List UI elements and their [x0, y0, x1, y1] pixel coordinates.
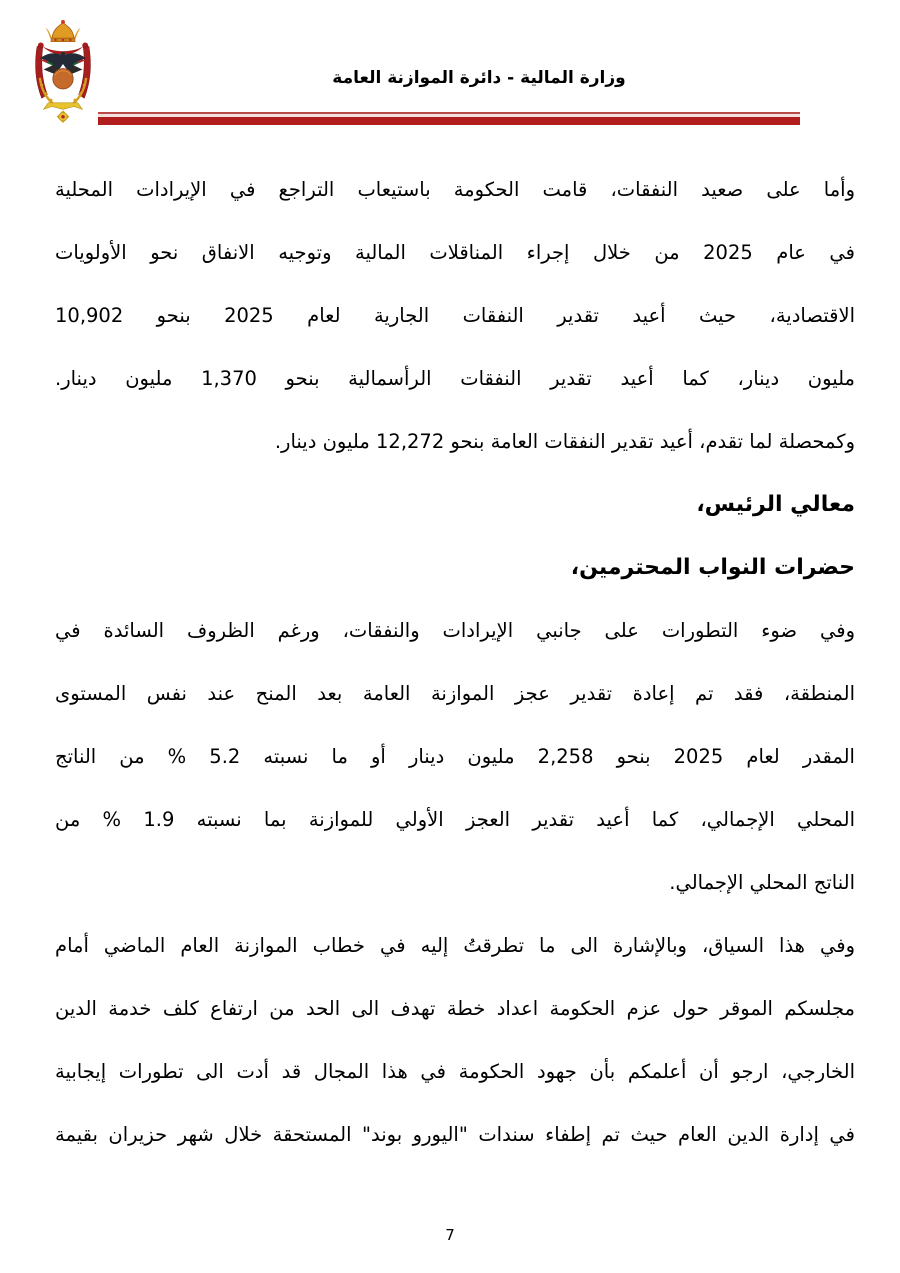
- document-line: وفي ضوء التطورات على جانبي الإيرادات والنفقات، ورغم الظروف السائدة في: [55, 619, 855, 642]
- document-line: في عام 2025 من خلال إجراء المناقلات المالية وتوجيه الانفاق نحو الأولويات: [55, 241, 855, 264]
- document-line: وأما على صعيد النفقات، قامت الحكومة باستيعاب التراجع في الإيرادات المحلية: [55, 178, 855, 201]
- document-line: الخارجي، ارجو أن أعلمكم بأن جهود الحكومة في هذا المجال قد أدت الى تطورات إيجابية: [55, 1060, 855, 1083]
- document-line: المحلي الإجمالي، كما أعيد تقدير العجز الأولي للموازنة بما نسبته 1.9 % من: [55, 808, 855, 831]
- page-number: 7: [445, 1226, 455, 1244]
- jordan-coat-of-arms-icon: [26, 16, 100, 136]
- document-line: مجلسكم الموقر حول عزم الحكومة اعداد خطة تهدف الى الحد من ارتفاع كلف خدمة الدين: [55, 997, 855, 1020]
- document-line: المنطقة، فقد تم إعادة تقدير عجز الموازنة العامة بعد المنح عند نفس المستوى: [55, 682, 855, 705]
- document-line: وكمحصلة لما تقدم، أعيد تقدير النفقات العامة بنحو 12,272 مليون دينار.: [274, 430, 855, 453]
- document-line: وفي هذا السياق، وبالإشارة الى ما تطرقتُ إليه في خطاب الموازنة العام الماضي أمام: [55, 934, 855, 957]
- salutation-heading-deputies: حضرات النواب المحترمين،: [570, 555, 855, 580]
- header-divider: [98, 112, 800, 125]
- salutation-heading-speaker: معالي الرئيس،: [696, 492, 855, 517]
- page-title: وزارة المالية - دائرة الموازنة العامة: [332, 68, 626, 88]
- document-line: الاقتصادية، حيث أعيد تقدير النفقات الجارية لعام 2025 بنحو 10,902: [55, 304, 855, 327]
- document-line: في إدارة الدين العام حيث تم إطفاء سندات "اليورو بوند" المستحقة خلال شهر حزيران بقيمة: [55, 1123, 855, 1146]
- document-line: مليون دينار، كما أعيد تقدير النفقات الرأسمالية بنحو 1,370 مليون دينار.: [55, 367, 855, 390]
- document-body: [55, 158, 855, 1166]
- document-line: الناتج المحلي الإجمالي.: [669, 871, 855, 894]
- divider-thick-bar: [98, 117, 800, 125]
- document-line: المقدر لعام 2025 بنحو 2,258 مليون دينار أو ما نسبته 5.2 % من الناتج: [55, 745, 855, 768]
